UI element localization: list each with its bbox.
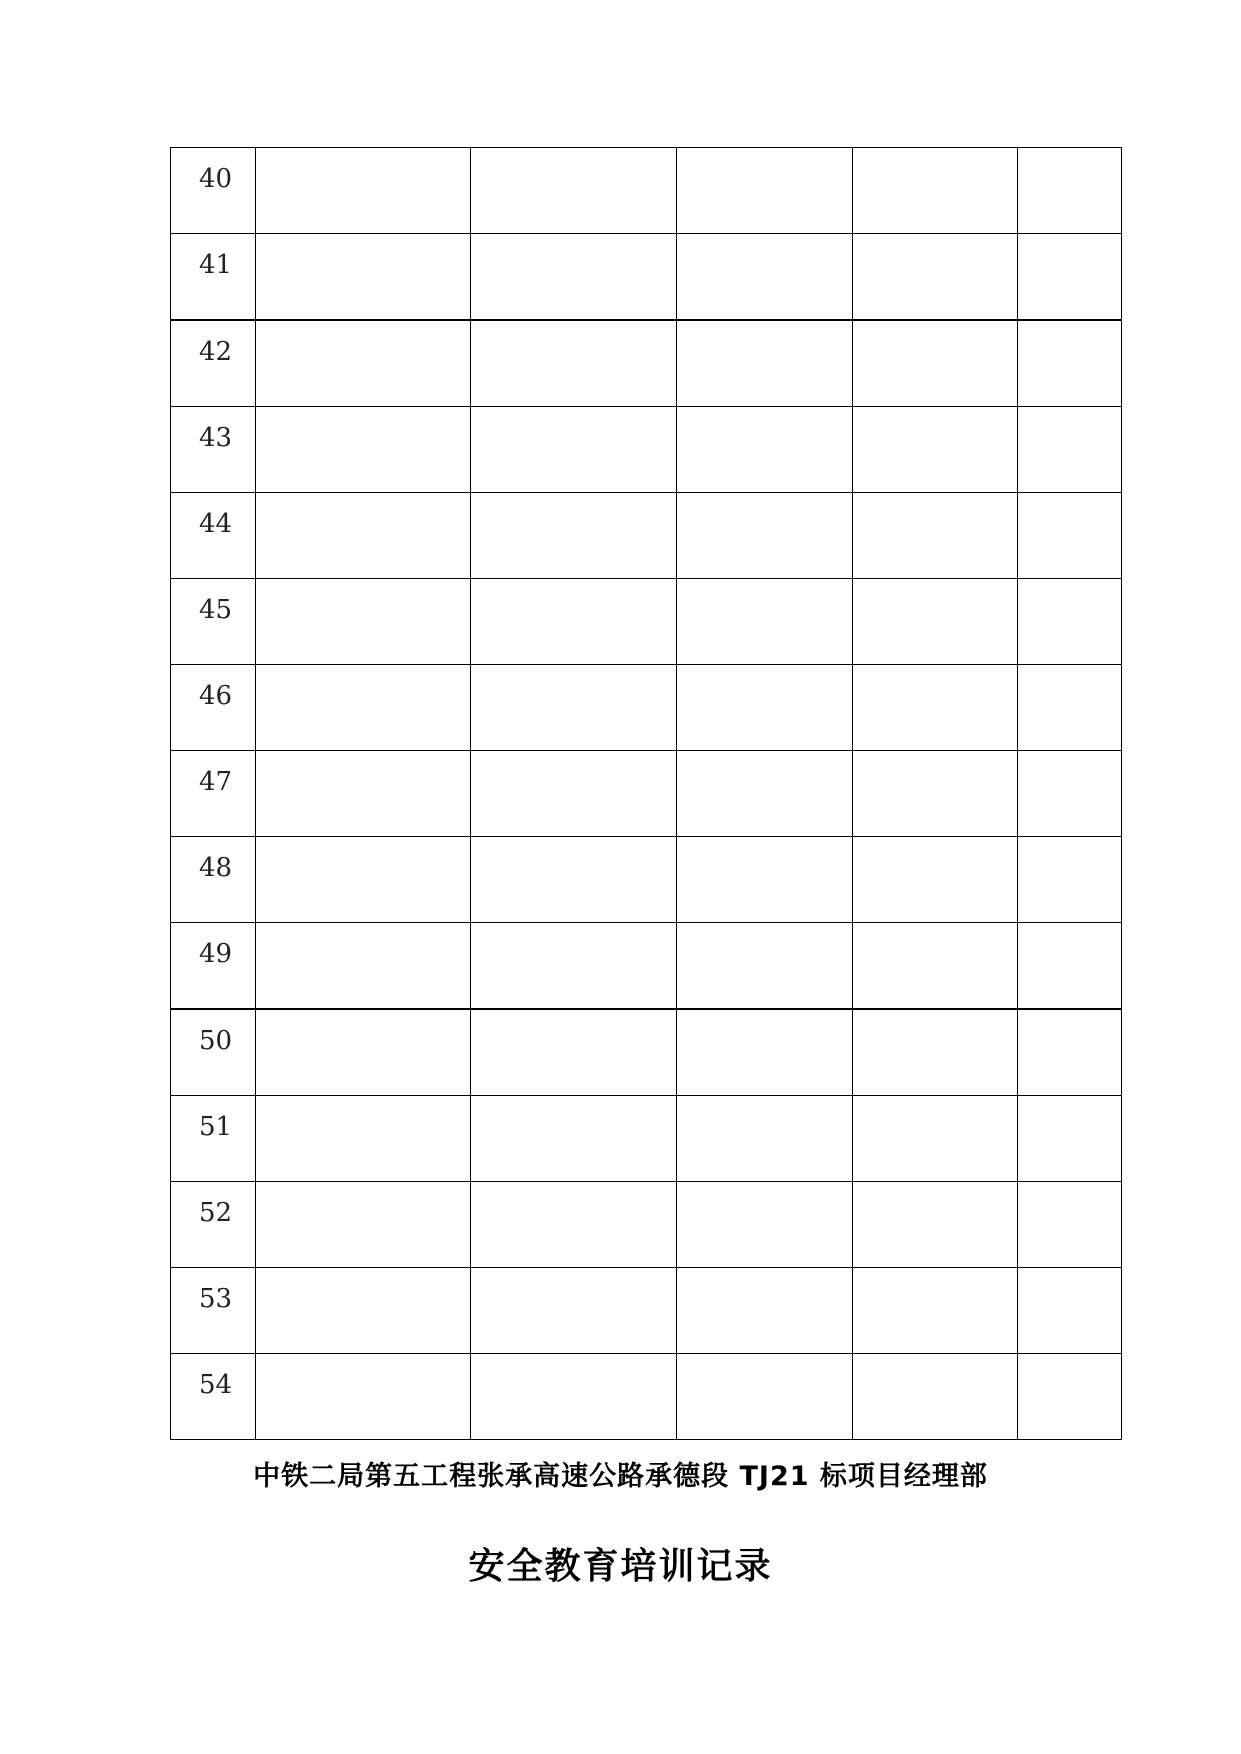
row-number: 43 [199,423,233,453]
empty-cell[interactable] [1018,493,1122,579]
row-number: 51 [199,1112,233,1142]
table-row [171,923,1122,1010]
row-number: 53 [199,1284,233,1314]
table-row [171,665,1122,751]
document-title: 安全教育培训记录 [468,1545,773,1587]
empty-cell[interactable] [1018,751,1122,837]
table-row [171,407,1122,493]
row-number-cell [171,234,256,321]
row-number: 52 [199,1198,233,1228]
empty-cell[interactable] [471,407,677,493]
empty-cell[interactable] [256,1182,471,1268]
empty-cell[interactable] [471,1354,677,1440]
empty-cell[interactable] [853,1182,1018,1268]
empty-cell[interactable] [1018,1354,1122,1440]
empty-cell[interactable] [256,837,471,923]
empty-cell[interactable] [677,320,853,407]
empty-cell[interactable] [1018,1268,1122,1354]
empty-cell[interactable] [256,1096,471,1182]
empty-cell[interactable] [853,751,1018,837]
row-number: 50 [199,1026,233,1056]
empty-cell[interactable] [256,320,471,407]
empty-cell[interactable] [256,1268,471,1354]
table-row [171,1096,1122,1182]
empty-cell[interactable] [853,1009,1018,1096]
empty-cell[interactable] [1018,234,1122,321]
row-number: 48 [199,853,233,883]
row-number-cell [171,320,256,407]
empty-cell[interactable] [471,1009,677,1096]
row-number: 54 [199,1370,233,1400]
empty-cell[interactable] [1018,407,1122,493]
row-number-cell [171,1354,256,1440]
empty-cell[interactable] [256,493,471,579]
empty-cell[interactable] [677,1354,853,1440]
empty-cell[interactable] [1018,1009,1122,1096]
empty-cell[interactable] [471,148,677,234]
empty-cell[interactable] [677,1009,853,1096]
empty-cell[interactable] [1018,665,1122,751]
empty-cell[interactable] [853,1096,1018,1182]
empty-cell[interactable] [1018,579,1122,665]
empty-cell[interactable] [677,1182,853,1268]
table-row [171,234,1122,321]
row-number: 45 [199,595,233,625]
row-number-cell [171,493,256,579]
row-number: 46 [199,681,233,711]
row-number-cell [171,837,256,923]
row-number-cell [171,665,256,751]
empty-cell[interactable] [256,579,471,665]
empty-cell[interactable] [1018,1182,1122,1268]
table-body [171,148,1122,1440]
empty-cell[interactable] [677,234,853,321]
empty-cell[interactable] [256,1354,471,1440]
empty-cell[interactable] [256,665,471,751]
table-row [171,1268,1122,1354]
training-record-table [170,147,1122,1440]
empty-cell[interactable] [471,665,677,751]
table-row [171,320,1122,407]
empty-cell[interactable] [677,1096,853,1182]
empty-cell[interactable] [471,320,677,407]
empty-cell[interactable] [471,1268,677,1354]
empty-cell[interactable] [853,407,1018,493]
empty-cell[interactable] [853,493,1018,579]
empty-cell[interactable] [256,234,471,321]
table-row [171,1182,1122,1268]
empty-cell[interactable] [471,751,677,837]
row-number: 41 [199,250,233,280]
table-row [171,837,1122,923]
empty-cell[interactable] [677,493,853,579]
empty-cell[interactable] [471,493,677,579]
empty-cell[interactable] [853,320,1018,407]
row-number-cell [171,579,256,665]
organization-name: 中铁二局第五工程张承高速公路承德段 TJ21 标项目经理部 [253,1461,988,1492]
table-row [171,1354,1122,1440]
empty-cell[interactable] [1018,837,1122,923]
empty-cell[interactable] [853,579,1018,665]
row-number: 44 [199,509,233,539]
empty-cell[interactable] [256,148,471,234]
row-number: 47 [199,767,233,797]
empty-cell[interactable] [853,1354,1018,1440]
empty-cell[interactable] [853,665,1018,751]
empty-cell[interactable] [471,234,677,321]
empty-cell[interactable] [853,923,1018,1010]
table-row [171,493,1122,579]
row-number-cell [171,148,256,234]
empty-cell[interactable] [471,837,677,923]
empty-cell[interactable] [677,579,853,665]
empty-cell[interactable] [1018,1096,1122,1182]
row-number-cell [171,1096,256,1182]
row-number-cell [171,1009,256,1096]
empty-cell[interactable] [677,751,853,837]
empty-cell[interactable] [677,923,853,1010]
empty-cell[interactable] [677,837,853,923]
row-number-cell [171,1182,256,1268]
table-row [171,579,1122,665]
empty-cell[interactable] [853,148,1018,234]
empty-cell[interactable] [1018,923,1122,1010]
row-number-cell [171,407,256,493]
empty-cell[interactable] [677,665,853,751]
empty-cell[interactable] [256,923,471,1010]
row-number: 40 [199,164,233,194]
row-number: 49 [199,939,233,969]
empty-cell[interactable] [853,837,1018,923]
table-row [171,148,1122,234]
row-number-cell [171,923,256,1010]
row-number-cell [171,751,256,837]
table-row [171,751,1122,837]
row-number: 42 [199,337,233,367]
empty-cell[interactable] [256,407,471,493]
empty-cell[interactable] [471,579,677,665]
empty-cell[interactable] [677,148,853,234]
empty-cell[interactable] [853,1268,1018,1354]
empty-cell[interactable] [1018,148,1122,234]
empty-cell[interactable] [471,923,677,1010]
empty-cell[interactable] [256,751,471,837]
empty-cell[interactable] [256,1009,471,1096]
empty-cell[interactable] [853,234,1018,321]
empty-cell[interactable] [677,407,853,493]
empty-cell[interactable] [677,1268,853,1354]
row-number-cell [171,1268,256,1354]
empty-cell[interactable] [471,1096,677,1182]
empty-cell[interactable] [1018,320,1122,407]
table-row [171,1009,1122,1096]
empty-cell[interactable] [471,1182,677,1268]
